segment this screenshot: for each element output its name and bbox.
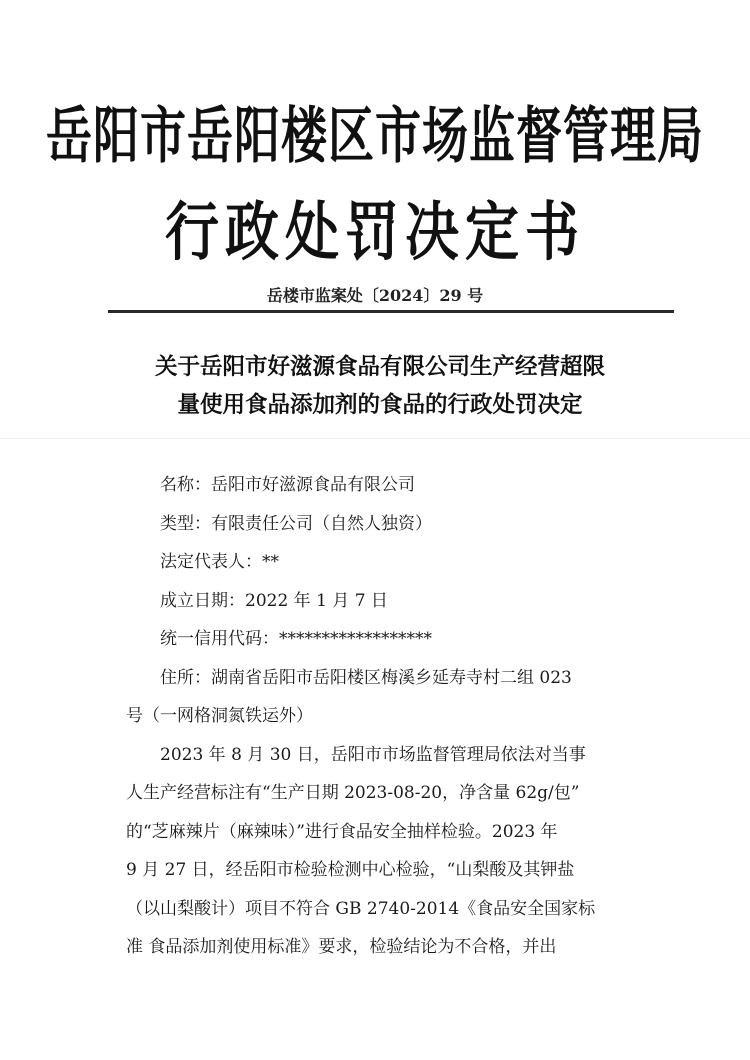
document-number: 岳楼市监案处〔2024〕29 号 (266, 286, 484, 305)
paragraph-line-1: 2023 年 8 月 30 日，岳阳市市场监督管理局依法对当事 (160, 744, 586, 765)
agency-name: 岳阳市岳阳楼区市场监督管理局 (46, 99, 704, 172)
field-legal-representative: 法定代表人：** (160, 552, 279, 572)
paragraph-line-6: 准 食品添加剂使用标准》要求，检验结论为不合格，并出 (126, 937, 557, 957)
paragraph-line-4: 9 月 27 日，经岳阳市检验检测中心检验，“山梨酸及其钾盐 (126, 860, 575, 880)
decision-subject (90, 348, 670, 424)
paragraph-line-2: 人生产经营标注有“生产日期 2023-08-20，净含量 62g/包” (126, 783, 580, 803)
field-address-line-1: 住所：湖南省岳阳市岳阳楼区梅溪乡延寿寺村二组 023 (160, 667, 572, 688)
field-credit-code: 统一信用代码：****************** (160, 629, 432, 649)
subject-line-2: 量使用食品添加剂的食品的行政处罚决定 (177, 392, 583, 418)
scan-divider (0, 438, 750, 439)
document-body (126, 466, 626, 967)
field-established-date: 成立日期：2022 年 1 月 7 日 (160, 590, 388, 611)
paragraph-line-3: 的“芝麻辣片（麻辣味）”进行食品安全抽样检验。2023 年 (126, 821, 558, 842)
header-rule (108, 310, 674, 313)
field-address-line-2: 号（一网格洞氮铁运外） (126, 706, 313, 726)
document-type-title: 行政处罚决定书 (165, 194, 585, 270)
subject-line-1: 关于岳阳市好滋源食品有限公司生产经营超限 (154, 354, 605, 380)
paragraph-line-5: （以山梨酸计）项目不符合 GB 2740-2014《食品安全国家标 (126, 898, 596, 919)
field-name: 名称：岳阳市好滋源食品有限公司 (160, 475, 415, 495)
field-type: 类型：有限责任公司（自然人独资） (160, 513, 432, 534)
